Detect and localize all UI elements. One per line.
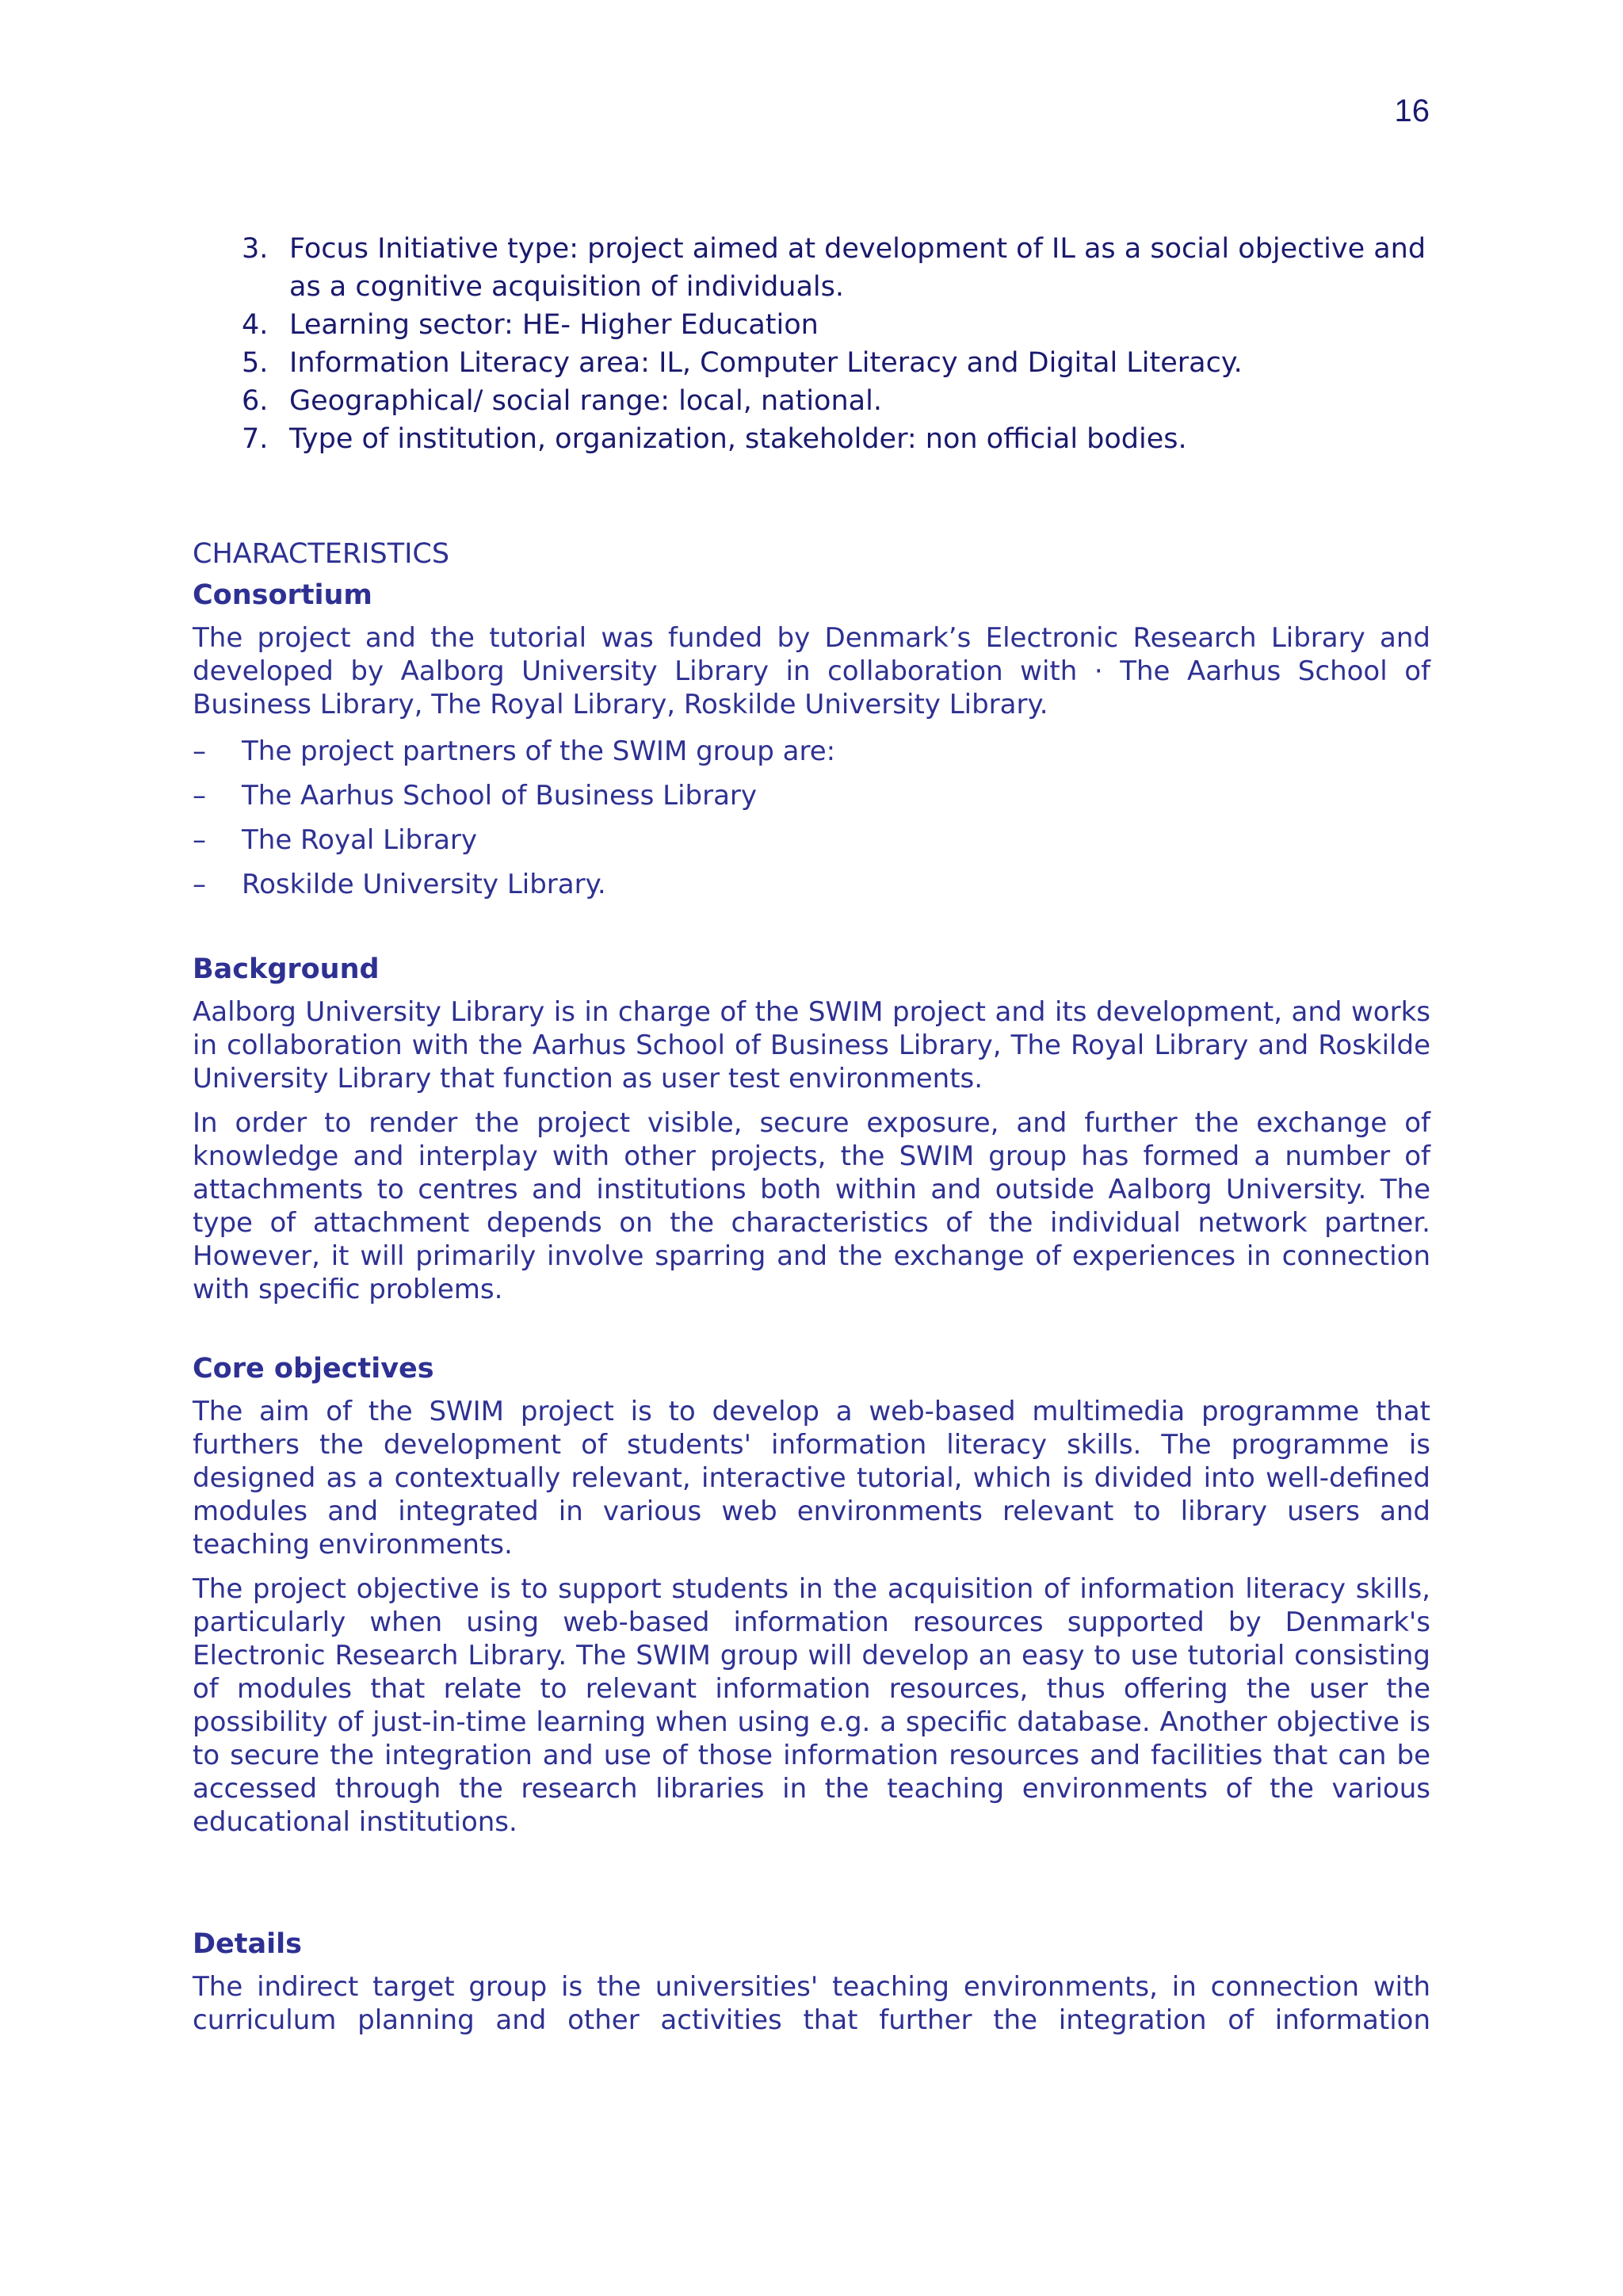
list-item (193, 862, 1430, 907)
list-item-text: Roskilde University Library. (242, 869, 606, 900)
details-heading: Details (193, 1928, 302, 1960)
list-item (193, 344, 1430, 382)
dash-bullet: – (193, 869, 206, 900)
consortium-heading: Consortium (193, 579, 372, 611)
dash-bullet: – (193, 735, 206, 767)
background-paragraph: Aalborg University Library is in charge of the SWIM project and its development, and works in collaboration with the Aarhus School of Business Library, The Royal Library and Roskilde University Library that function as user test environments. (193, 996, 1430, 1095)
list-item-text: The project partners of the SWIM group are: (242, 735, 836, 767)
consortium-paragraph: The project and the tutorial was funded by Denmark’s Electronic Research Library and developed by Aalborg University Library in collaboration with · The Aarhus School of Business Library, The Royal Library, Roskilde University Library. (193, 622, 1430, 720)
list-item (193, 774, 1430, 818)
page-content (193, 230, 1430, 2037)
list-item-text: The Royal Library (242, 824, 478, 856)
core-objectives-paragraph: The aim of the SWIM project is to develop a web-based multimedia programme that furthers the development of students' information literacy skills. The programme is designed as a contextually relevant, interactive tutorial, which is divided into well-defined modules and integrated in various web environments relevant to library users and teaching environments. (193, 1396, 1430, 1561)
list-item-text: Type of institution, organization, stakeholder: non official bodies. (289, 423, 1187, 455)
characteristics-label: CHARACTERISTICS (193, 538, 450, 570)
consortium-partner-list (193, 729, 1430, 907)
list-item-text: Focus Initiative type: project aimed at development of IL as a social objective and as a cognitive acquisition of individuals. (289, 233, 1426, 303)
list-item-number: 6. (242, 385, 269, 417)
list-item-text: Geographical/ social range: local, national. (289, 385, 882, 417)
details-paragraph: The indirect target group is the universities' teaching environments, in connection with curriculum planning and other activities that further the integration of information (193, 1971, 1430, 2036)
list-item (193, 420, 1430, 458)
list-item (193, 729, 1430, 774)
page-number: 16 (1394, 94, 1430, 128)
list-item-text: The Aarhus School of Business Library (242, 780, 758, 812)
core-objectives-heading: Core objectives (193, 1353, 434, 1385)
list-item (193, 306, 1430, 344)
list-item (193, 818, 1430, 862)
list-item-number: 5. (242, 347, 269, 379)
numbered-list (193, 230, 1430, 458)
list-item-text: Learning sector: HE- Higher Education (289, 309, 819, 341)
list-item-number: 7. (242, 423, 269, 455)
list-item (193, 382, 1430, 420)
dash-bullet: – (193, 824, 206, 856)
dash-bullet: – (193, 780, 206, 812)
list-item-number: 4. (242, 309, 269, 341)
list-item-text: Information Literacy area: IL, Computer Literacy and Digital Literacy. (289, 347, 1243, 379)
background-heading: Background (193, 953, 380, 985)
list-item (193, 230, 1430, 306)
list-item-number: 3. (242, 233, 269, 265)
background-paragraph: In order to render the project visible, secure exposure, and further the exchange of knowledge and interplay with other projects, the SWIM group has formed a number of attachments to centres and institutions both within and outside Aalborg University. The type of attachment depends on the characteristics of the individual network partner. However, it will primarily involve sparring and the exchange of experiences in connection with specific problems. (193, 1107, 1430, 1305)
core-objectives-paragraph: The project objective is to support students in the acquisition of information literacy skills, particularly when using web-based information resources supported by Denmark's Electronic Research Library. The SWIM group will develop an easy to use tutorial consisting of modules that relate to relevant information resources, thus offering the user the possibility of just-in-time learning when using e.g. a specific database. Another objective is to secure the integration and use of those information resources and facilities that can be accessed through the research libraries in the teaching environments of the various educational institutions. (193, 1573, 1430, 1838)
